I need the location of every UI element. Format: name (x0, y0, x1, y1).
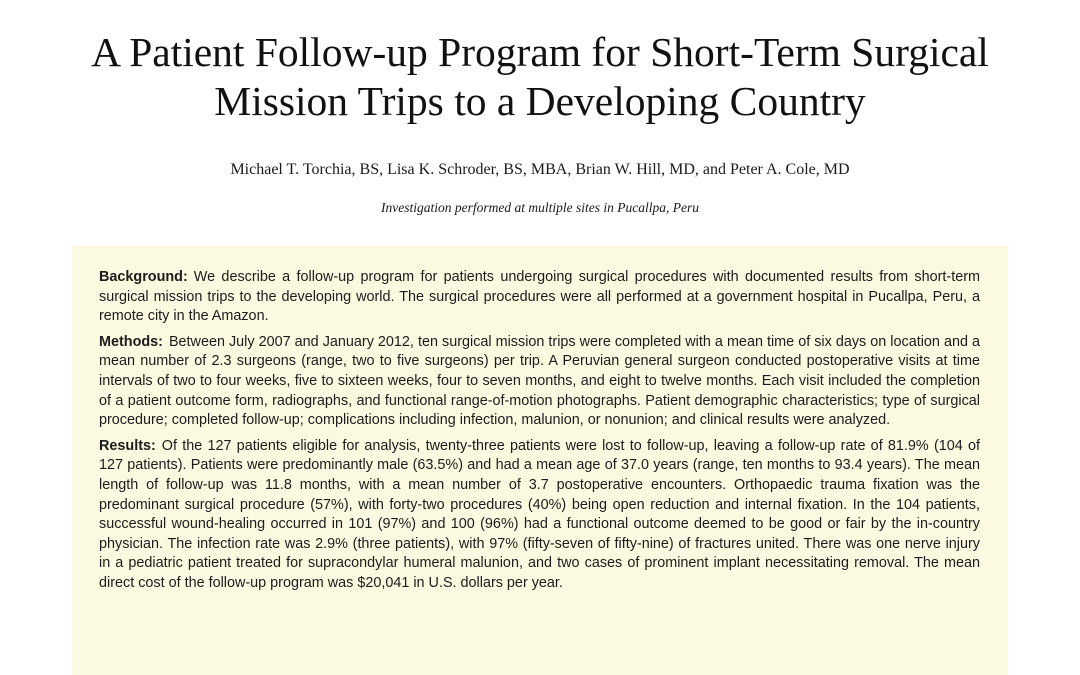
abstract-results-section (99, 437, 980, 594)
results-text: Of the 127 patients eligible for analysis, twenty-three patients were lost to follow-up, leaving a follow-up rate of 81.9% (104 of 127 patients). Patients were predominantly male (63.5%) and had a mean age of 37.0 years (range, ten months to 93.4 years). The mean length of follow-up was 11.8 months, with a mean number of 3.7 postoperative encounters. Orthopaedic trauma fixation was the predominant surgical procedure (57%), with forty-two procedures (40%) being open reduction and internal fixation. In the 104 patients, successful wound-healing occurred in 101 (97%) and 100 (96%) had a functional outcome deemed to be good or fair by the in-country physician. The infection rate was 2.9% (three patients), with 97% (fifty-seven of fifty-nine) of fractures united. There was one nerve injury in a pediatric patient treated for supracondylar humeral malunion, and two cases of prominent implant necessitating removal. The mean direct cost of the follow-up program was $20,041 in U.S. dollars per year. (99, 437, 980, 591)
abstract-background-section (99, 268, 980, 327)
methods-label: Methods: (99, 333, 163, 350)
results-label: Results: (99, 437, 156, 454)
background-text: We describe a follow-up program for patients undergoing surgical procedures with documented results from short-term surgical mission trips to the developing world. The surgical procedures were all performed at a government hospital in Pucallpa, Peru, a remote city in the Amazon. (99, 269, 980, 325)
article-title-line-1: A Patient Follow-up Program for Short-Term Surgical (91, 29, 989, 75)
abstract-box (72, 246, 1008, 675)
background-label: Background: (99, 269, 188, 285)
affiliation-note: Investigation performed at multiple sites in Pucallpa, Peru (381, 200, 699, 215)
article-title-line-2: Mission Trips to a Developing Country (214, 78, 866, 124)
article-title (40, 28, 1040, 126)
abstract-methods-section (99, 333, 980, 431)
abstract-content (99, 268, 980, 600)
methods-text: Between July 2007 and January 2012, ten surgical mission trips were completed with a mean time of six days on location and a mean number of 2.3 surgeons (range, two to five surgeons) per trip. A Peruvian general surgeon conducted postoperative visits at time intervals of two to four weeks, five to sixteen weeks, four to seven months, and eight to twelve months. Each visit included the completion of a patient outcome form, radiographs, and functional range-of-motion photographs. Patient demographic characteristics; type of surgical procedure; completed follow-up; complications including infection, malunion, or nonunion; and clinical results were analyzed. (99, 333, 980, 429)
author-list: Michael T. Torchia, BS, Lisa K. Schroder, BS, MBA, Brian W. Hill, MD, and Peter A. Cole, MD (230, 161, 850, 178)
